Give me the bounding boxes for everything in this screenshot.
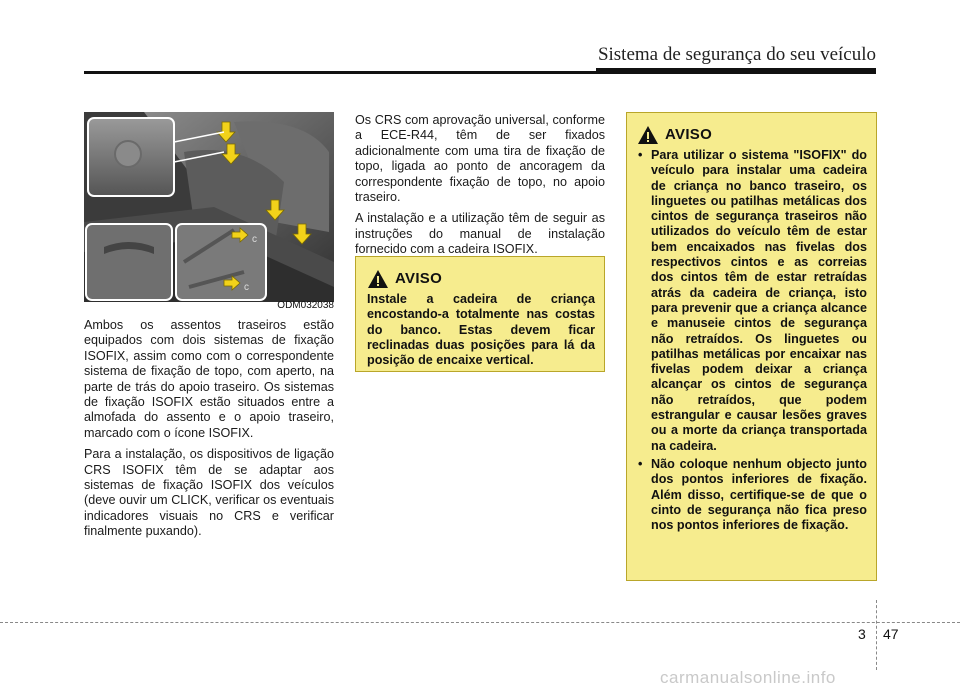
warning-item-text: Não coloque nenhum objecto junto dos pontos inferiores de fixação. Além disso, certifique-se de que o cinto de segurança não fica preso nos pontos inferiores de fixação. [651,456,867,533]
warning-title: AVISO [665,126,713,144]
bullet-icon: • [638,456,643,471]
isofix-seat-illustration [84,112,334,302]
svg-text:c: c [244,282,249,293]
warning-item-text: Para utilizar o sistema "ISOFIX" do veículo para instalar uma cadeira de criança no banco traseiro, os linguetes ou patilhas metálicas dos cintos de segurança traseiros não utilizados do veículo têm de estar bem encaixados nas fivelas dos respectivos cintos e as correias dos cintos têm de estar retraídas atrás da cadeira de criança, isto para prevenir que a criança alcance e manuseie cintos de segurança não retraídos. Os linguetes ou patilhas metálicas por encaixar nas fivelas podem deixar a criança alcançar os cintos de segurança não retraídos, que podem estrangular e causar lesões graves ou a morte da criança transportada na cadeira. [651,148,867,453]
paragraph: A instalação e a utilização têm de seguir as instruções do manual de instalação fornecido com a cadeira ISOFIX. [355,211,605,257]
chapter-number: 3 [858,626,866,642]
column2-text [355,113,605,264]
warning-list-item [637,457,867,533]
warning-list-item [637,148,867,454]
paragraph: Ambos os assentos traseiros estão equipados com dois sistemas de fixação ISOFIX, assim como com o correspondente sistema de fixação de topo, com aperto, na parte de trás do apoio traseiro. Os sistemas de fixação ISOFIX estão situados entre a almofada do assento e o apoio traseiro, marcado com o ícone ISOFIX. [84,318,334,440]
paragraph: Para a instalação, os dispositivos de ligação CRS ISOFIX têm de se adaptar aos sistemas de fixação ISOFIX dos veículos (deve ouvir um CLICK, verificar os eventuais indicadores visuais no CRS e verificar finalmente puxando). [84,447,334,539]
page-number: 47 [883,626,899,642]
warning-box-small [355,256,605,372]
warning-header [637,125,867,145]
warning-title: AVISO [395,270,443,288]
paragraph: Os CRS com aprovação universal, conforme a ECE-R44, têm de ser fixados adicionalmente com uma tira de fixação de topo, ligada ao ponto de ancoragem da correspondente fixação de topo, no apoio traseiro. [355,113,605,205]
column1-text [84,318,334,546]
bullet-icon: • [638,148,643,162]
warning-header [367,269,595,289]
footer-rule [0,622,960,623]
warning-triangle-icon [367,269,389,289]
page-divider [876,600,877,670]
warning-triangle-icon [637,125,659,145]
watermark-text: carmanualsonline.info [660,668,836,687]
svg-text:c: c [252,234,257,245]
figure-code: ODM032038 [277,300,334,311]
warning-text: Instale a cadeira de criança encostando-a totalmente nas costas do banco. Estas devem ficar reclinadas duas posições para lá da posição de encaixe vertical. [367,292,595,368]
warning-list [637,148,867,533]
warning-box-large [626,112,877,581]
header-rule-accent [596,68,876,74]
page-header-title: Sistema de segurança do seu veículo [597,44,876,65]
